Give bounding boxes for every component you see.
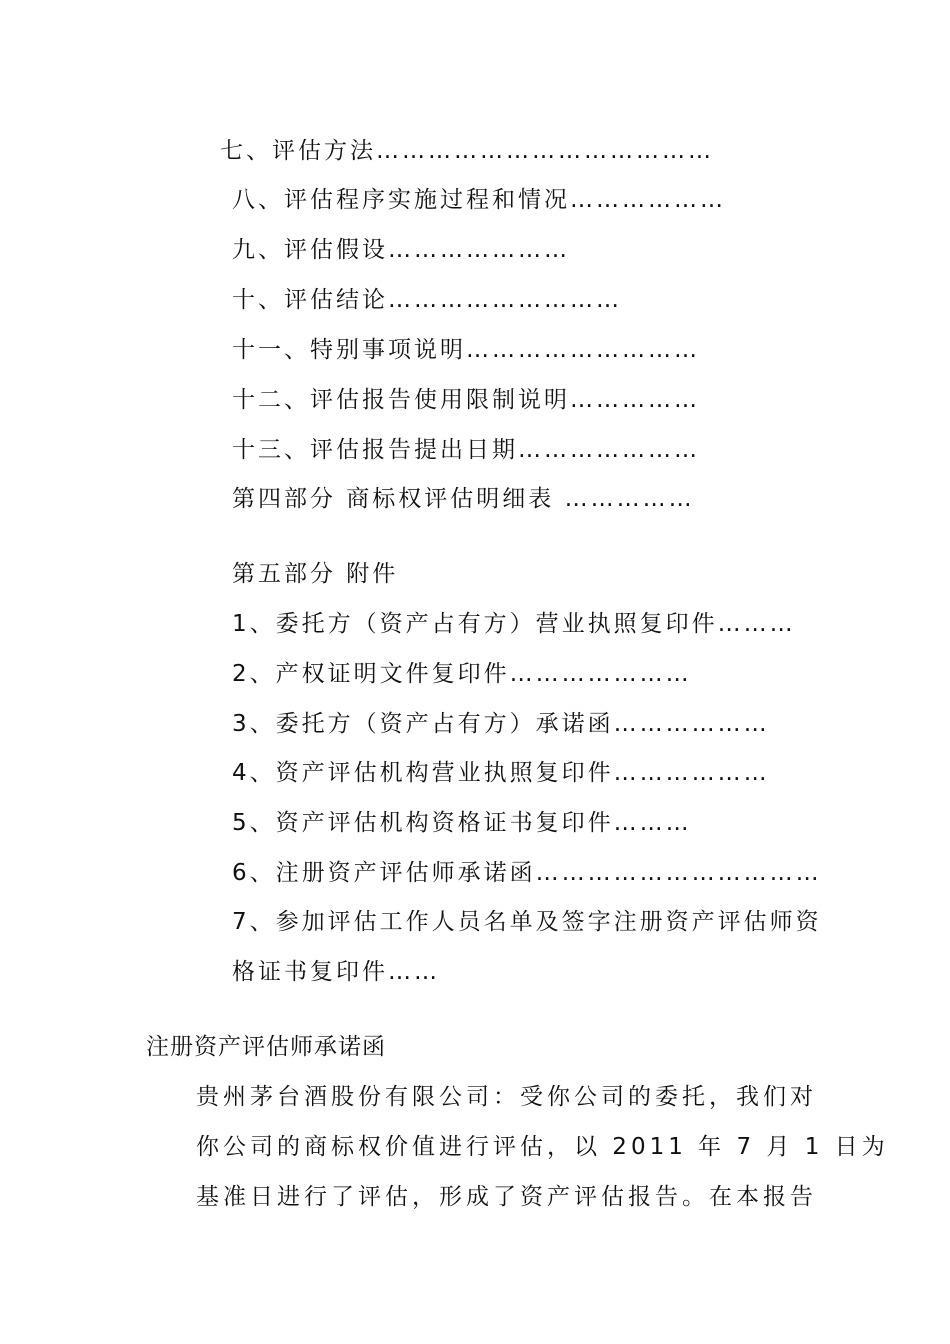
attachment-item: 6、注册资产评估师承诺函…………………………… [232, 860, 822, 886]
toc-item: 十二、评估报告使用限制说明…………… [232, 387, 700, 413]
toc-item: 十一、特别事项说明……………………… [232, 337, 700, 363]
part5-title: 第五部分 附件 [232, 561, 399, 587]
attachment-item: 4、资产评估机构营业执照复印件……………… [232, 760, 770, 786]
toc-item: 七、评估方法………………………………… [220, 138, 714, 164]
toc-item: 十三、评估报告提出日期………………… [232, 437, 700, 463]
attachment-item: 3、委托方（资产占有方）承诺函……………… [232, 711, 770, 737]
attachment-item: 2、产权证明文件复印件………………… [232, 661, 692, 687]
letter-body-line: 基准日进行了评估，形成了资产评估报告。在本报告 [196, 1184, 817, 1210]
toc-item: 八、评估程序实施过程和情况……………… [232, 187, 726, 213]
attachment-item: 7、参加评估工作人员名单及签字注册资产评估师资 [232, 909, 822, 935]
toc-item-part4: 第四部分 商标权评估明细表 …………… [232, 486, 695, 512]
attachment-item: 5、资产评估机构资格证书复印件……… [232, 810, 692, 836]
letter-body-line: 贵州茅台酒股份有限公司：受你公司的委托，我们对 [196, 1084, 817, 1110]
attachment-item: 1、委托方（资产占有方）营业执照复印件……… [232, 611, 796, 637]
letter-title: 注册资产评估师承诺函 [146, 1034, 386, 1060]
attachment-item-continued: 格证书复印件…… [232, 959, 440, 985]
toc-item: 十、评估结论……………………… [232, 287, 622, 313]
letter-body-line: 你公司的商标权价值进行评估，以 2011 年 7 月 1 日为 [196, 1134, 889, 1160]
toc-item: 九、评估假设………………… [232, 237, 570, 263]
